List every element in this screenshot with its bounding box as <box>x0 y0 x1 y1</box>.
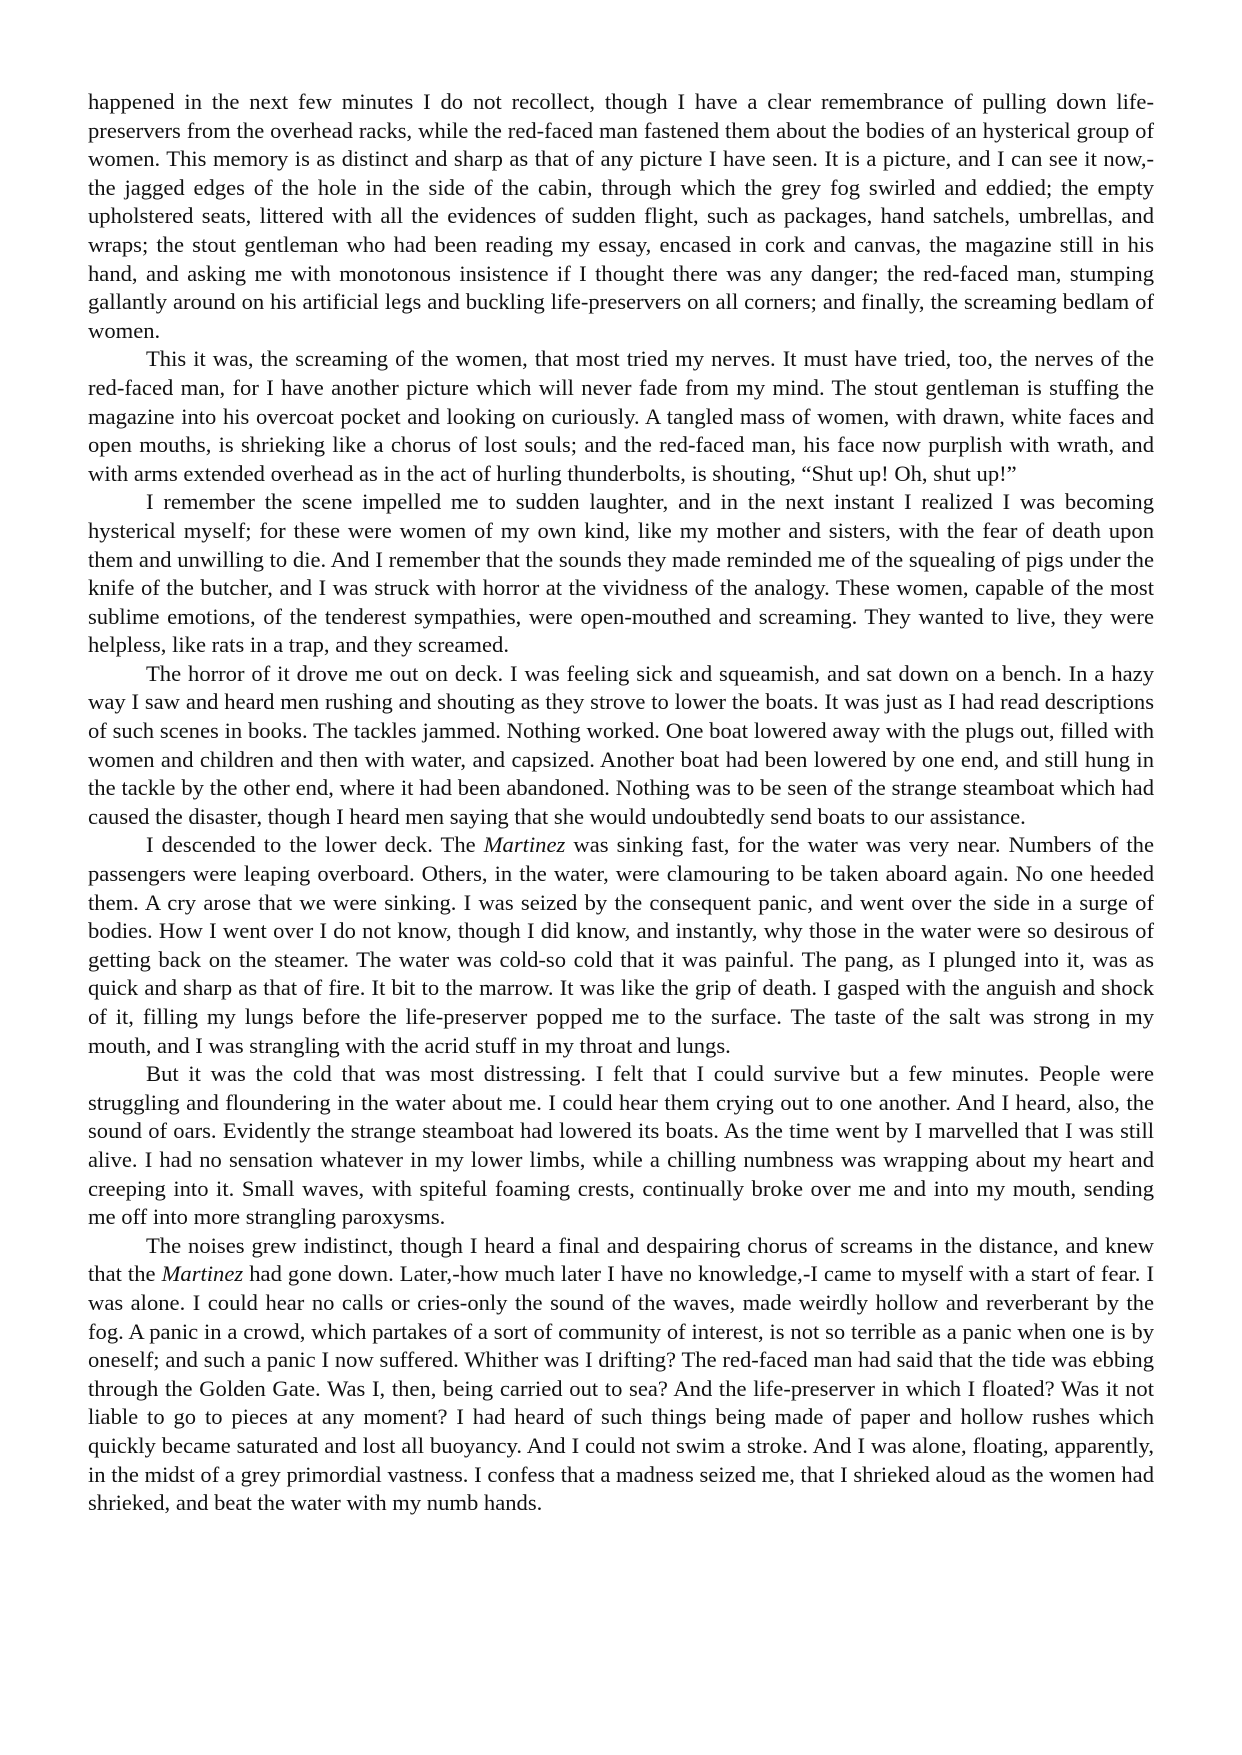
paragraph-2 <box>88 345 1154 488</box>
paragraph-1 <box>88 88 1154 345</box>
text-run: happened in the next few minutes I do not recollect, though I have a clear remembrance of pulling down life-preservers from the overhead racks, while the red-faced man fastened them about the bodies of an hysterical group of women. This memory is as distinct and sharp as that of any picture I have seen. It is a picture, and I can see it now,-the jagged edges of the hole in the side of the cabin, through which the grey fog swirled and eddied; the empty upholstered seats, littered with all the evidences of sudden flight, such as packages, hand satchels, umbrellas, and wraps; the stout gentleman who had been reading my essay, encased in cork and canvas, the magazine still in his hand, and asking me with monotonous insistence if I thought there was any danger; the red-faced man, stumping gallantly around on his artificial legs and buckling life-preservers on all corners; and finally, the screaming bedlam of women. <box>88 89 1154 343</box>
text-run: The horror of it drove me out on deck. I was feeling sick and squeamish, and sat down on a bench. In a hazy way I saw and heard men rushing and shouting as they strove to lower the boats. It was just as I had read descriptions of such scenes in books. The tackles jammed. Nothing worked. One boat lowered away with the plugs out, filled with women and children and then with water, and capsized. Another boat had been lowered by one end, and still hung in the tackle by the other end, where it had been abandoned. Nothing was to be seen of the strange steamboat which had caused the disaster, though I heard men saying that she would undoubtedly send boats to our assistance. <box>88 660 1154 829</box>
text-run: had gone down. Later,-how much later I have no knowledge,-I came to myself with a start of fear. I was alone. I could hear no calls or cries-only the sound of the waves, made weirdly hollow and reverberant by the fog. A panic in a crowd, which partakes of a sort of community of interest, is not so terrible as a panic when one is by oneself; and such a panic I now suffered. Whither was I drifting? The red-faced man had said that the tide was ebbing through the Golden Gate. Was I, then, being carried out to sea? And the life-preserver in which I floated? Was it not liable to go to pieces at any moment? I had heard of such things being made of paper and hollow rushes which quickly became saturated and lost all buoyancy. And I could not swim a stroke. And I was alone, floating, apparently, in the midst of a grey primordial vastness. I confess that a madness seized me, that I shrieked aloud as the women had shrieked, and beat the water with my numb hands. <box>88 1261 1155 1516</box>
paragraph-6 <box>88 1060 1154 1232</box>
text-run: This it was, the screaming of the women, that most tried my nerves. It must have tried, too, the nerves of the red-faced man, for I have another picture which will never fade from my mind. The stout gentleman is stuffing the magazine into his overcoat pocket and looking on curiously. A tangled mass of women, with drawn, white faces and open mouths, is shrieking like a chorus of lost souls; and the red-faced man, his face now purplish with wrath, and with arms extended overhead as in the act of hurling thunderbolts, is shouting, “Shut up! Oh, shut up!” <box>88 346 1154 486</box>
ship-name-martinez: Martinez <box>483 832 566 858</box>
paragraph-3 <box>88 488 1154 660</box>
ship-name-martinez: Martinez <box>161 1261 244 1287</box>
paragraph-5 <box>88 831 1154 1060</box>
paragraph-4 <box>88 660 1154 832</box>
text-run: I descended to the lower deck. The <box>146 832 484 858</box>
text-run: I remember the scene impelled me to sudden laughter, and in the next instant I realized I was becoming hysterical myself; for these were women of my own kind, like my mother and sisters, with the fear of death upon them and unwilling to die. And I remember that the sounds they made reminded me of the squealing of pigs under the knife of the butcher, and I was struck with horror at the vividness of the analogy. These women, capable of the most sublime emotions, of the tenderest sympathies, were open-mouthed and screaming. They wanted to live, they were helpless, like rats in a trap, and they screamed. <box>88 489 1154 658</box>
document-page <box>88 88 1154 1518</box>
paragraph-7 <box>88 1232 1154 1518</box>
text-run: The noises grew indistinct, though I heard a final and despairing chorus of screams in the distance, and knew that the <box>88 1232 1154 1287</box>
text-run: was sinking fast, for the water was very near. Numbers of the passengers were leaping overboard. Others, in the water, were clamouring to be taken aboard again. No one heeded them. A cry arose that we were sinking. I was seized by the consequent panic, and went over the side in a surge of bodies. How I went over I do not know, though I did know, and instantly, why those in the water were so desirous of getting back on the steamer. The water was cold-so cold that it was painful. The pang, as I plunged into it, was as quick and sharp as that of fire. It bit to the marrow. It was like the grip of death. I gasped with the anguish and shock of it, filling my lungs before the life-preserver popped me to the surface. The taste of the salt was strong in my mouth, and I was strangling with the acrid stuff in my throat and lungs. <box>88 832 1154 1058</box>
text-run: But it was the cold that was most distressing. I felt that I could survive but a few minutes. People were struggling and floundering in the water about me. I could hear them crying out to one another. And I heard, also, the sound of oars. Evidently the strange steamboat had lowered its boats. As the time went by I marvelled that I was still alive. I had no sensation whatever in my lower limbs, while a chilling numbness was wrapping about my heart and creeping into it. Small waves, with spiteful foaming crests, continually broke over me and into my mouth, sending me off into more strangling paroxysms. <box>88 1061 1154 1230</box>
